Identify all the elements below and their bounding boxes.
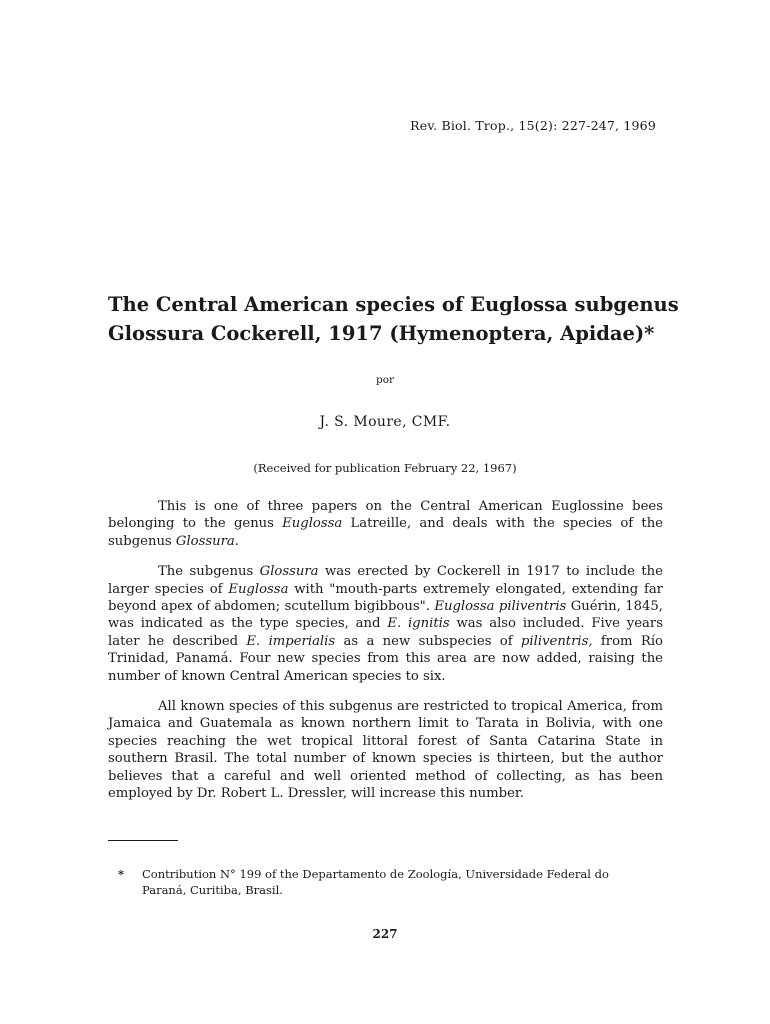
italic-text: Euglossa <box>282 516 343 532</box>
text-run: All known species of this subgenus are restricted to tropical America, from Jamaica and Guatemala as known northern limit to Tarata in Bolivia, with one species reaching the wet tropical littoral forest of Santa Catarina State in southern Brasil. The total number of known species is thirteen, but the author believes that a careful and well oriented method of collecting, as has been employed by Dr. Robert L. Dressler, will increase this number. <box>108 699 663 802</box>
page-number: 227 <box>372 927 398 941</box>
title-line-1: The Central American species of Euglossa subgenus <box>108 293 679 316</box>
footnote-line-1: Contribution N° 199 of the Departamento de Zoología, Universidade Federal do <box>142 867 609 881</box>
text-run: Guérin, 1845, was indicated as the type species, and <box>108 599 663 632</box>
paragraph-3 <box>108 698 663 802</box>
footnote-rule <box>108 840 178 841</box>
text-run: Latreille, and deals with the species of the subgenus <box>108 516 663 549</box>
paragraph-2 <box>108 563 663 685</box>
italic-text: E. imperialis <box>246 633 336 649</box>
italic-text: Glossura. <box>175 533 239 549</box>
italic-text: Euglossa <box>228 581 289 597</box>
received-date: (Received for publication February 22, 1967) <box>253 461 517 475</box>
author-name: J. S. Moure, CMF. <box>319 414 451 430</box>
text-run: from Río Trinidad, Panamá. Four new species from this area are now added, raising the number of known Central American species to six. <box>108 633 663 684</box>
byline-por: por <box>375 374 395 386</box>
footnote <box>118 866 663 898</box>
text-run: as a new subspecies of <box>335 633 521 649</box>
article-body <box>108 498 663 816</box>
text-run: The subgenus <box>158 564 260 580</box>
italic-text: piliventris, <box>520 633 593 649</box>
paragraph-1 <box>108 498 663 550</box>
article-title <box>108 290 679 348</box>
title-line-2: Glossura Cockerell, 1917 (Hymenoptera, Apidae)* <box>108 322 655 345</box>
footnote-mark: * <box>118 867 125 881</box>
italic-text: E. ignitis <box>387 616 450 632</box>
italic-text: Euglossa piliventris <box>434 599 567 615</box>
journal-citation: Rev. Biol. Trop., 15(2): 227-247, 1969 <box>410 118 656 133</box>
text-run: was erected by Cockerell in 1917 to include the larger species of <box>108 564 663 597</box>
text-run: This is one of three papers on the Central American Euglossine bees belonging to the genus <box>108 499 663 532</box>
text-run: was also included. Five years later he described <box>108 616 663 649</box>
text-run: with "mouth-parts extremely elongated, extending far beyond apex of abdomen; scutellum bigibbous". <box>108 581 663 615</box>
footnote-line-2: Paraná, Curitiba, Brasil. <box>142 883 283 897</box>
italic-text: Glossura <box>259 564 319 580</box>
